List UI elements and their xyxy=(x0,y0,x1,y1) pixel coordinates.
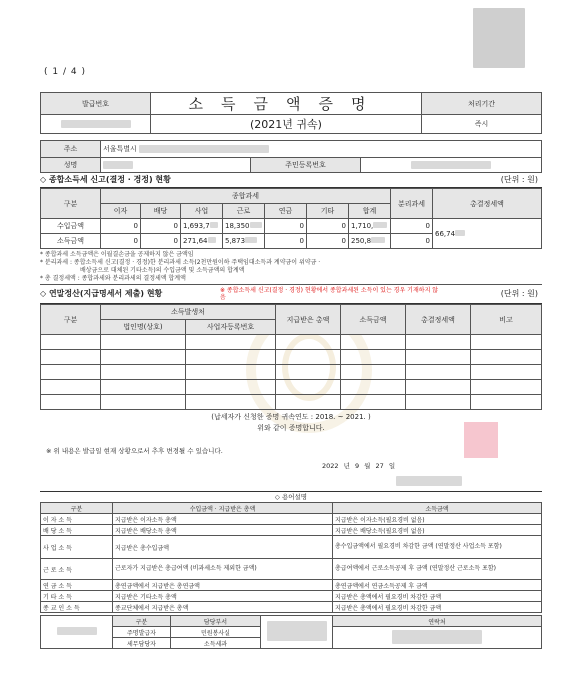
terms-block xyxy=(40,491,542,649)
term-income: 지급받은 배당소득(필요경비 없음) xyxy=(333,525,542,536)
table-row xyxy=(41,602,542,613)
term-income: 지급받은 총액에서 필요경비 차감한 금액 xyxy=(333,602,542,613)
value-blur xyxy=(250,222,262,228)
cell: 0 xyxy=(101,219,141,234)
cell: 0 xyxy=(101,234,141,249)
footer-row1-label: 주명발급자 xyxy=(113,627,171,638)
cell xyxy=(349,234,391,249)
note: 배상금으로 대체된 기타소득)의 수입금액 및 소득금액의 합계액 xyxy=(80,267,245,274)
rrn-blur xyxy=(411,161,491,169)
footer-table xyxy=(40,615,542,649)
value-blur xyxy=(373,222,387,228)
barcode-blur xyxy=(473,8,525,68)
cell: 0 xyxy=(265,234,307,249)
section1-title: ◇ 종합소득세 신고(결정 · 경정) 현황 xyxy=(40,175,171,184)
doc-subtitle: (2021년 귀속) xyxy=(151,115,422,134)
address-blur xyxy=(139,145,269,153)
cell xyxy=(223,234,265,249)
table-row xyxy=(41,525,542,536)
table-row xyxy=(41,350,542,365)
table-row xyxy=(41,591,542,602)
cell xyxy=(349,219,391,234)
footer-blur xyxy=(57,627,97,635)
section1-unit: (단위 : 원) xyxy=(500,175,538,184)
issue-date: 2022 년 9 월 27 일 xyxy=(322,462,396,470)
terms-table xyxy=(40,502,542,613)
page-counter: ( 1 / 4 ) xyxy=(44,67,86,77)
value-blur xyxy=(371,237,385,243)
table-row xyxy=(41,536,542,559)
income-summary-table xyxy=(40,188,542,249)
cell-value: 1,693,7 xyxy=(183,222,210,230)
cert-statement: 위와 같이 증명합니다. xyxy=(257,424,325,432)
footer-row2-value: 소득세과 xyxy=(171,638,261,649)
period-value: 즉시 xyxy=(422,115,542,134)
s1-separate-label: 분리과세 xyxy=(391,189,433,219)
issue-no-blur xyxy=(61,120,131,128)
table-row xyxy=(41,559,542,580)
section1-header xyxy=(40,173,542,188)
cell: 0 xyxy=(307,219,349,234)
cell: 0 xyxy=(265,219,307,234)
terms-col-revenue: 수입금액 · 지급받은 총액 xyxy=(113,503,333,514)
term-key: 이 자 소 득 xyxy=(41,514,113,525)
term-income: 지급받은 이자소득(필요경비 없음) xyxy=(333,514,542,525)
s2-remarks-label: 비고 xyxy=(471,305,542,335)
s1-col-other: 기타 xyxy=(307,204,349,219)
value-blur xyxy=(208,237,216,243)
table-row xyxy=(41,335,542,350)
footer-blur xyxy=(392,630,482,644)
value-blur xyxy=(455,230,465,236)
footer-dept-label: 담당부서 xyxy=(171,616,261,627)
s1-row-label: 수입금액 xyxy=(41,219,101,234)
cell xyxy=(181,234,223,249)
value-blur xyxy=(245,237,257,243)
s2-col-category: 구분 xyxy=(41,305,101,335)
term-revenue: 지급받은 기타소득 총액 xyxy=(113,591,333,602)
cert-years: (납세자가 신청한 증명 귀속연도 : 2018. ~ 2021. ) xyxy=(211,413,371,421)
s1-col-dividend: 배당 xyxy=(141,204,181,219)
address-label: 주소 xyxy=(41,141,101,158)
term-income: 총급여액에서 근로소득공제 후 금액 (연말정산 근로소득 포함) xyxy=(333,559,542,580)
cell: 0 xyxy=(141,234,181,249)
cell-value: 250,8 xyxy=(351,237,372,245)
s1-row-label: 소득금액 xyxy=(41,234,101,249)
term-key: 연 금 소 득 xyxy=(41,580,113,591)
table-row xyxy=(41,365,542,380)
cell-value: 1,710, xyxy=(351,222,374,230)
note: * 총 결정세액 : 종합과세와 분리과세의 결정세액 합계액 xyxy=(40,275,186,282)
cell: 0 xyxy=(391,219,433,234)
cell-value: 271,64 xyxy=(183,237,208,245)
s1-col-sum: 합계 xyxy=(349,204,391,219)
footer-left-blur-cell xyxy=(41,616,113,649)
cell-value: 18,350 xyxy=(225,222,250,230)
address-value: 서울특별시 xyxy=(103,145,137,153)
period-label: 처리기간 xyxy=(422,93,542,115)
term-revenue: 지급받은 이자소득 총액 xyxy=(113,514,333,525)
table-row xyxy=(41,219,542,234)
doc-title: 소득금액증명 xyxy=(151,93,422,115)
s1-total-tax-label: 총결정세액 xyxy=(433,189,542,219)
s1-col-labor: 근로 xyxy=(223,204,265,219)
footer-blur xyxy=(267,621,327,641)
s2-total-tax-label: 총결정세액 xyxy=(406,305,471,335)
cell xyxy=(223,219,265,234)
term-key: 종 교 인 소 득 xyxy=(41,602,113,613)
terms-title: ◇ 용어설명 xyxy=(40,491,542,502)
terms-col-category: 구분 xyxy=(41,503,113,514)
term-revenue: 종교단체에서 지급받은 총액 xyxy=(113,602,333,613)
section2-unit: (단위 : 원) xyxy=(500,289,538,298)
term-key: 기 타 소 득 xyxy=(41,591,113,602)
value-blur xyxy=(210,222,218,228)
cell xyxy=(433,219,542,249)
term-revenue: 지급받은 총수입금액 xyxy=(113,536,333,559)
terms-col-income: 소득금액 xyxy=(333,503,542,514)
s1-col-interest: 이자 xyxy=(101,204,141,219)
footer-row2-label: 세무담당자 xyxy=(113,638,171,649)
year-end-table xyxy=(40,304,542,410)
issue-no-label: 발급번호 xyxy=(41,93,151,115)
cell: 0 xyxy=(391,234,433,249)
table-row xyxy=(41,514,542,525)
table-row xyxy=(41,380,542,395)
document-body xyxy=(40,92,542,410)
footer-row1-value: 민원봉사실 xyxy=(171,627,261,638)
term-revenue: 근로자가 지급받은 총급여액 (비과세소득 제외한 금액) xyxy=(113,559,333,580)
s2-income-label: 소득금액 xyxy=(341,305,406,335)
cell: 0 xyxy=(307,234,349,249)
cell-value: 5,873 xyxy=(225,237,246,245)
name-label: 성명 xyxy=(41,158,101,173)
term-income: 총연금액에서 연금소득공제 후 금액 xyxy=(333,580,542,591)
term-revenue: 총연금액에서 지급받은 총연금액 xyxy=(113,580,333,591)
table-row xyxy=(41,580,542,591)
s1-col-pension: 연금 xyxy=(265,204,307,219)
s1-group-label: 종합과세 xyxy=(101,189,391,204)
section2-header xyxy=(40,285,542,304)
term-key: 근 로 소 득 xyxy=(41,559,113,580)
term-income: 총수입금액에서 필요경비 차감한 금액 (연말정산 사업소득 포함) xyxy=(333,536,542,559)
s2-paid-total-label: 지급받은 총액 xyxy=(276,305,341,335)
term-income: 지급받은 총액에서 필요경비 차감한 금액 xyxy=(333,591,542,602)
person-table xyxy=(40,140,542,173)
official-stamp xyxy=(464,422,498,458)
footer-category-label: 구분 xyxy=(113,616,171,627)
s2-company-label: 법인명(상호) xyxy=(101,320,186,335)
s2-payer-label: 소득발생처 xyxy=(101,305,276,320)
section2-red-note: ※ 종합소득세 신고(결정 · 경정) 현황에서 종합과세된 소득이 있는 경우 기재하지 않음 xyxy=(220,287,439,301)
cert-warning: ※ 위 내용은 발급일 현재 상황으로서 추후 변경될 수 있습니다. xyxy=(46,447,223,455)
table-row xyxy=(41,395,542,410)
header-table xyxy=(40,92,542,134)
note: * 분리과세 : 종합소득세 신고(결정 · 경정)한 분리과세 소득(2천만원이하 주택임대소득과 계약금이 위약금 · xyxy=(40,259,321,266)
footer-contact-label: 연락처 xyxy=(333,616,542,627)
s1-col-category: 구분 xyxy=(41,189,101,219)
section2-title: ◇ 연말정산(지급명세서 제출) 현황 xyxy=(40,289,163,298)
footer-contact-blur-cell xyxy=(333,627,542,649)
footer-mid-blur-cell xyxy=(261,616,333,649)
term-revenue: 지급받은 배당소득 총액 xyxy=(113,525,333,536)
term-key: 배 당 소 득 xyxy=(41,525,113,536)
cell: 0 xyxy=(141,219,181,234)
name-blur xyxy=(103,161,133,169)
s2-bizno-label: 사업자등록번호 xyxy=(186,320,276,335)
term-key: 사 업 소 득 xyxy=(41,536,113,559)
rrn-label: 주민등록번호 xyxy=(251,158,361,173)
issuer-blur xyxy=(396,476,462,486)
note: * 종합과세 소득금액은 이월결손금을 공제하지 않은 금액임 xyxy=(40,251,194,258)
section1-notes xyxy=(40,249,542,285)
total-tax-value: 66,74 xyxy=(435,229,456,238)
cell xyxy=(181,219,223,234)
s1-col-business: 사업 xyxy=(181,204,223,219)
